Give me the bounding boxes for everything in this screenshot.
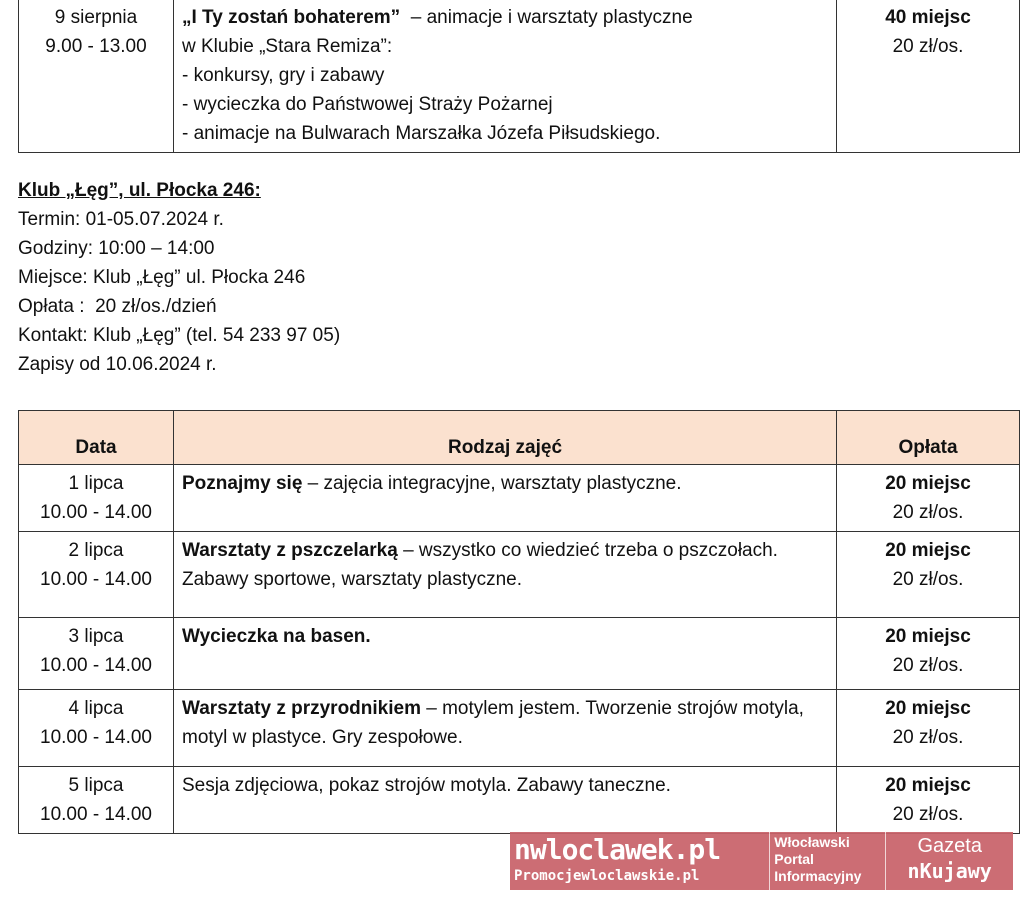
date-cell: [19, 0, 174, 153]
places-count: 20 miejsc: [885, 775, 971, 796]
activity-cell: [174, 767, 837, 834]
fee-cell: [837, 0, 1020, 153]
fee-cell: [837, 532, 1020, 618]
watermark-portal: [769, 832, 885, 890]
watermark-banner: [510, 832, 1013, 890]
row-time: 10.00 - 14.00: [40, 569, 152, 590]
activity-desc: – motylem jestem. Tworzenie strojów motyla, motyl w plastyce. Gry zespołowe.: [182, 698, 804, 748]
watermark-portal-line: Włocławski: [774, 834, 850, 850]
places-count: 20 miejsc: [885, 698, 971, 719]
table-row: [19, 618, 1020, 690]
row-time: 10.00 - 14.00: [40, 804, 152, 825]
table-row: [19, 767, 1020, 834]
activity-desc: – zajęcia integracyjne, warsztaty plastyczne.: [302, 473, 682, 494]
watermark-gazeta-label: Gazeta: [917, 835, 982, 857]
activity-title: „I Ty zostań bohaterem”: [182, 7, 401, 28]
activity-line: w Klubie „Stara Remiza”:: [182, 36, 393, 57]
places-count: 20 miejsc: [885, 626, 971, 647]
watermark-logo: [510, 832, 769, 890]
row-time: 10.00 - 14.00: [40, 502, 152, 523]
row-time: 9.00 - 13.00: [45, 36, 147, 57]
price: 20 zł/os.: [892, 569, 964, 590]
places-count: 20 miejsc: [885, 473, 971, 494]
header-fee: Opłata: [837, 411, 1020, 465]
activity-cell: [174, 0, 837, 153]
row-date: 4 lipca: [68, 698, 124, 719]
header-activity: Rodzaj zajęć: [174, 411, 837, 465]
club-info-line: Miejsce: Klub „Łęg” ul. Płocka 246: [18, 267, 306, 288]
table-row: [19, 0, 1020, 153]
date-cell: [19, 532, 174, 618]
row-date: 1 lipca: [68, 473, 124, 494]
activity-cell: [174, 618, 837, 690]
header-row: [19, 411, 1020, 465]
table-row: [19, 532, 1020, 618]
row-date: 2 lipca: [68, 540, 124, 561]
price: 20 zł/os.: [892, 804, 964, 825]
date-cell: [19, 618, 174, 690]
table-row: [19, 690, 1020, 767]
activity-cell: [174, 465, 837, 532]
watermark-nkujawy: nKujawy: [907, 859, 992, 883]
watermark-gazeta: [885, 832, 1013, 890]
row-date: 5 lipca: [68, 775, 124, 796]
activity-line: - wycieczka do Państwowej Straży Pożarnej: [182, 94, 553, 115]
activity-title: Wycieczka na basen.: [182, 626, 371, 647]
price: 20 zł/os.: [892, 727, 964, 748]
places-count: 40 miejsc: [885, 7, 971, 28]
table-row: [19, 465, 1020, 532]
row-date: 3 lipca: [68, 626, 124, 647]
activity-cell: [174, 532, 837, 618]
activity-desc: Sesja zdjęciowa, pokaz strojów motyla. Zabawy taneczne.: [182, 775, 671, 796]
fee-cell: [837, 618, 1020, 690]
activity-title: Poznajmy się: [182, 473, 303, 494]
club-title: Klub „Łęg”, ul. Płocka 246:: [18, 180, 261, 201]
activity-cell: [174, 690, 837, 767]
header-date: Data: [19, 411, 174, 465]
club-info-line: Opłata : 20 zł/os./dzień: [18, 296, 217, 317]
watermark-portal-line: Portal: [774, 851, 814, 867]
row-time: 10.00 - 14.00: [40, 727, 152, 748]
watermark-promo: Promocjewloclawskie.pl: [514, 868, 700, 884]
date-cell: [19, 690, 174, 767]
schedule-table: [18, 410, 1020, 834]
fee-cell: [837, 767, 1020, 834]
fee-cell: [837, 690, 1020, 767]
date-cell: [19, 767, 174, 834]
activity-line: - animacje na Bulwarach Marszałka Józefa Piłsudskiego.: [182, 123, 661, 144]
date-cell: [19, 465, 174, 532]
price: 20 zł/os.: [892, 36, 964, 57]
club-info: [18, 176, 340, 379]
places-count: 20 miejsc: [885, 540, 971, 561]
activity-title: Warsztaty z przyrodnikiem: [182, 698, 421, 719]
row-time: 10.00 - 14.00: [40, 655, 152, 676]
top-program-table: [18, 0, 1020, 153]
price: 20 zł/os.: [892, 655, 964, 676]
activity-desc: – wszystko co wiedzieć trzeba o pszczołach. Zabawy sportowe, warsztaty plastyczne.: [182, 540, 778, 590]
club-info-line: Termin: 01-05.07.2024 r.: [18, 209, 224, 230]
activity-desc: – animacje i warsztaty plastyczne: [400, 7, 693, 28]
watermark-portal-line: Informacyjny: [774, 868, 862, 884]
club-info-line: Zapisy od 10.06.2024 r.: [18, 354, 217, 375]
fee-cell: [837, 465, 1020, 532]
activity-line: - konkursy, gry i zabawy: [182, 65, 385, 86]
activity-title: Warsztaty z pszczelarką: [182, 540, 398, 561]
price: 20 zł/os.: [892, 502, 964, 523]
club-info-line: Godziny: 10:00 – 14:00: [18, 238, 215, 259]
watermark-domain: nwloclawek.pl: [514, 833, 721, 866]
row-date: 9 sierpnia: [54, 7, 138, 28]
club-info-line: Kontakt: Klub „Łęg” (tel. 54 233 97 05): [18, 325, 341, 346]
